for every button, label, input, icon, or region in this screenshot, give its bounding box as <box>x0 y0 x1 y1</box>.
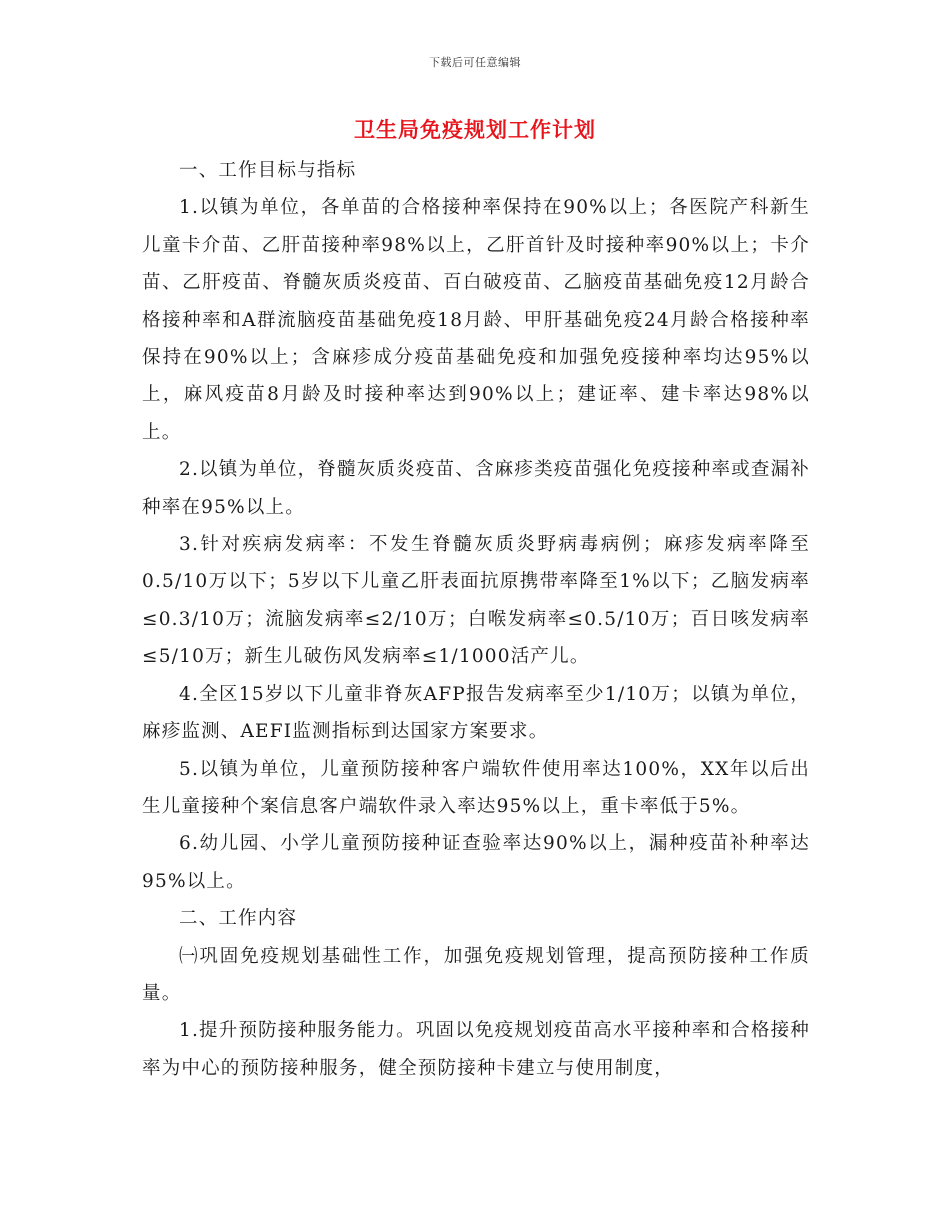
paragraph-goal-1: 1.以镇为单位，各单苗的合格接种率保持在90%以上；各医院产科新生儿童卡介苗、乙肝苗接种率98%以上，乙肝首针及时接种率90%以上；卡介苗、乙肝疫苗、脊髓灰质炎疫苗、百白破疫苗、乙脑疫苗基础免疫12月龄合格接种率和A群流脑疫苗基础免疫18月龄、甲肝基础免疫24月龄合格接种率保持在90%以上；含麻疹成分疫苗基础免疫和加强免疫接种率均达95%以上，麻风疫苗8月龄及时接种率达到90%以上；建证率、建卡率达98%以上。 <box>142 197 810 443</box>
section-heading-goals: 一、工作目标与指标 <box>179 160 357 181</box>
document-title: 卫生局免疫规划工作计划 <box>354 117 596 142</box>
paragraph-goal-5: 5.以镇为单位，儿童预防接种客户端软件使用率达100%，XX年以后出生儿童接种个案信息客户端软件录入率达95%以上，重卡率低于5%。 <box>142 758 810 817</box>
paragraph-goal-3: 3.针对疾病发病率：不发生脊髓灰质炎野病毒病例；麻疹发病率降至0.5/10万以下；5岁以下儿童乙肝表面抗原携带率降至1%以下；乙脑发病率≤0.3/10万；流脑发病率≤2/10万；白喉发病率≤0.5/10万；百日咳发病率≤5/10万；新生儿破伤风发病率≤1/1000活产儿。 <box>142 534 810 668</box>
paragraph-goal-2: 2.以镇为单位，脊髓灰质炎疫苗、含麻疹类疫苗强化免疫接种率或查漏补种率在95%以上。 <box>142 459 810 518</box>
section-heading-content: 二、工作内容 <box>179 908 298 930</box>
paragraph-content-1: ㈠巩固免疫规划基础性工作，加强免疫规划管理，提高预防接种工作质量。 <box>142 945 810 1004</box>
paragraph-content-2: 1.提升预防接种服务能力。巩固以免疫规划疫苗高水平接种率和合格接种率为中心的预防接种服务，健全预防接种卡建立与使用制度， <box>142 1020 810 1079</box>
paragraph-goal-4: 4.全区15岁以下儿童非脊灰AFP报告发病率至少1/10万；以镇为单位，麻疹监测、AEFI监测指标到达国家方案要求。 <box>142 683 810 743</box>
document-body <box>142 152 810 1087</box>
header-note: 下载后可任意编辑 <box>429 56 521 69</box>
paragraph-goal-6: 6.幼儿园、小学儿童预防接种证查验率达90%以上，漏种疫苗补种率达95%以上。 <box>142 833 810 892</box>
